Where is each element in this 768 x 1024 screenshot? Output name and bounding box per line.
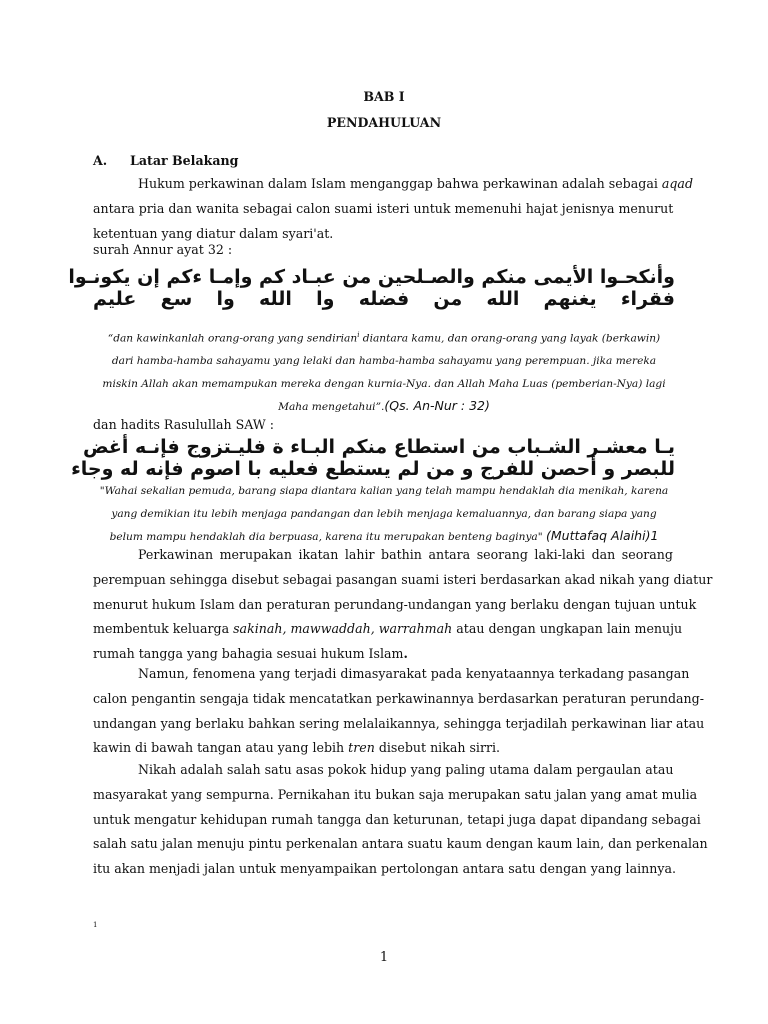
paragraph-line: ketentuan yang diatur dalam syari'at. <box>93 225 334 241</box>
hadith-reference: (Muttafaq Alaihi) <box>546 528 651 543</box>
paragraph-line: masyarakat yang sempurna. Pernikahan itu bukan saja merupakan satu jalan yang amat mulia <box>93 786 698 802</box>
text-span: disebut nikah sirri. <box>374 740 501 756</box>
paragraph-line: itu akan menjadi jalan untuk menyampaikan pertolongan antara satu dengan yang lainnya. <box>93 861 676 877</box>
text-span: Hukum perkawinan dalam Islam menganggap bahwa perkawinan adalah sebagai <box>138 176 662 191</box>
text-span: kawin di bawah tangan atau yang lebih <box>93 740 349 756</box>
paragraph-line: Namun, fenomena yang terjadi dimasyarakat pada kenyataannya terkadang pasangan <box>138 666 690 681</box>
chapter-label: BAB I <box>363 89 405 104</box>
footnote-mark: 1 <box>650 528 659 543</box>
text-span: rumah tangga yang bahagia sesuai hukum Islam <box>93 646 404 662</box>
text-span: Maha mengetahui”. <box>278 401 385 414</box>
footnote-mark: i <box>357 331 360 339</box>
text-span: diantara kamu, dan orang-orang yang layak (berkawin) <box>359 332 661 345</box>
verse-intro: surah Annur ayat 32 : <box>93 242 233 257</box>
paragraph-line: salah satu jalan menuju pintu perkenalan antara suatu kaum dengan kaum lain, dan perkenalan <box>93 836 708 852</box>
hadith-translation <box>93 480 675 549</box>
verse-translation <box>93 324 675 419</box>
paragraph-line: antara pria dan wanita sebagai calon suami isteri untuk memenuhi hajat jenisnya menurut <box>93 200 674 216</box>
arabic-hadith-line-1: يـا معشـر الشـباب من استطاع منكم البـاء ة فليـتزوج فإنـه أغض <box>82 436 675 458</box>
arabic-verse-line-2: فقراء يغنهم الله من فضله وا الله وا سع عليم <box>93 288 675 310</box>
text-span: “dan kawinkanlah orang-orang yang sendirian <box>107 332 358 345</box>
italic-term: tren <box>348 740 375 756</box>
section-title: Latar Belakang <box>130 153 239 168</box>
arabic-verse-line-1: وأنكحـوا الأيمى منكم والصـلحين من عبـاد كم وإمـا ءكم إن يكونـوا <box>68 266 675 288</box>
paragraph-line: undangan yang berlaku bahkan sering melalaikannya, sehingga terjadilah perkawinan liar atau <box>93 715 705 731</box>
paragraph-line: Perkawinan merupakan ikatan lahir bathin antara seorang laki-laki dan seorang <box>138 547 673 562</box>
italic-term: sakinah, mawwaddah, warrahmah <box>233 621 453 637</box>
page-number: 1 <box>379 950 389 965</box>
text-span: atau dengan ungkapan lain menuju <box>452 621 683 637</box>
paragraph-line <box>93 172 693 197</box>
chapter-title: PENDAHULUAN <box>326 115 442 130</box>
translation-line <box>93 324 675 350</box>
paragraph-1 <box>93 172 693 246</box>
translation-line <box>93 395 675 419</box>
section-number: A. <box>93 153 108 168</box>
text-span: . <box>403 646 408 662</box>
footnote: 1 <box>93 921 98 929</box>
paragraph-line: Nikah adalah salah satu asas pokok hidup yang paling utama dalam pergaulan atau <box>138 762 674 777</box>
paragraph-line: perempuan sehingga disebut sebagai pasangan suami isteri berdasarkan akad nikah yang diatur <box>93 571 713 587</box>
verse-reference: (Qs. An-Nur : 32) <box>384 398 490 414</box>
translation-line: miskin Allah akan memampukan mereka dengan kurnia-Nya. dan Allah Maha Luas (pemberian-Nya) lagi <box>102 377 666 390</box>
text-span: belum mampu hendaklah dia berpuasa, karena itu merupakan benteng baginya" <box>109 531 543 543</box>
arabic-hadith-line-2: للبصر و أحصن للفرج و من لم يستطع فعليه با اصوم فإنه له وجاء <box>71 458 675 480</box>
italic-term: aqad <box>661 176 693 191</box>
section-heading <box>93 153 238 168</box>
hadith-intro: dan hadits Rasulullah SAW : <box>93 417 274 432</box>
translation-line: yang demikian itu lebih menjaga pandangan dan lebih menjaga kemaluannya, dan barang siapa yang <box>111 507 657 520</box>
translation-line: "Wahai sekalian pemuda, barang siapa diantara kalian yang telah mampu hendaklah dia menikah, karena <box>99 485 669 497</box>
paragraph-line <box>93 617 683 642</box>
paragraph-4 <box>93 758 708 882</box>
paragraph-3 <box>93 662 705 761</box>
paragraph-line: untuk mengatur kehidupan rumah tangga dan keturunan, tetapi juga dapat dipandang sebagai <box>93 811 701 827</box>
paragraph-2 <box>93 543 713 667</box>
paragraph-line: menurut hukum Islam dan peraturan perundang-undangan yang berlaku dengan tujuan untuk <box>93 596 697 612</box>
translation-line: dari hamba-hamba sahayamu yang lelaki dan hamba-hamba sahayamu yang perempuan. jika mereka <box>111 355 657 368</box>
paragraph-line: calon pengantin sengaja tidak mencatatkan perkawinannya berdasarkan peraturan perundang- <box>93 690 704 706</box>
text-span: membentuk keluarga <box>93 621 234 637</box>
